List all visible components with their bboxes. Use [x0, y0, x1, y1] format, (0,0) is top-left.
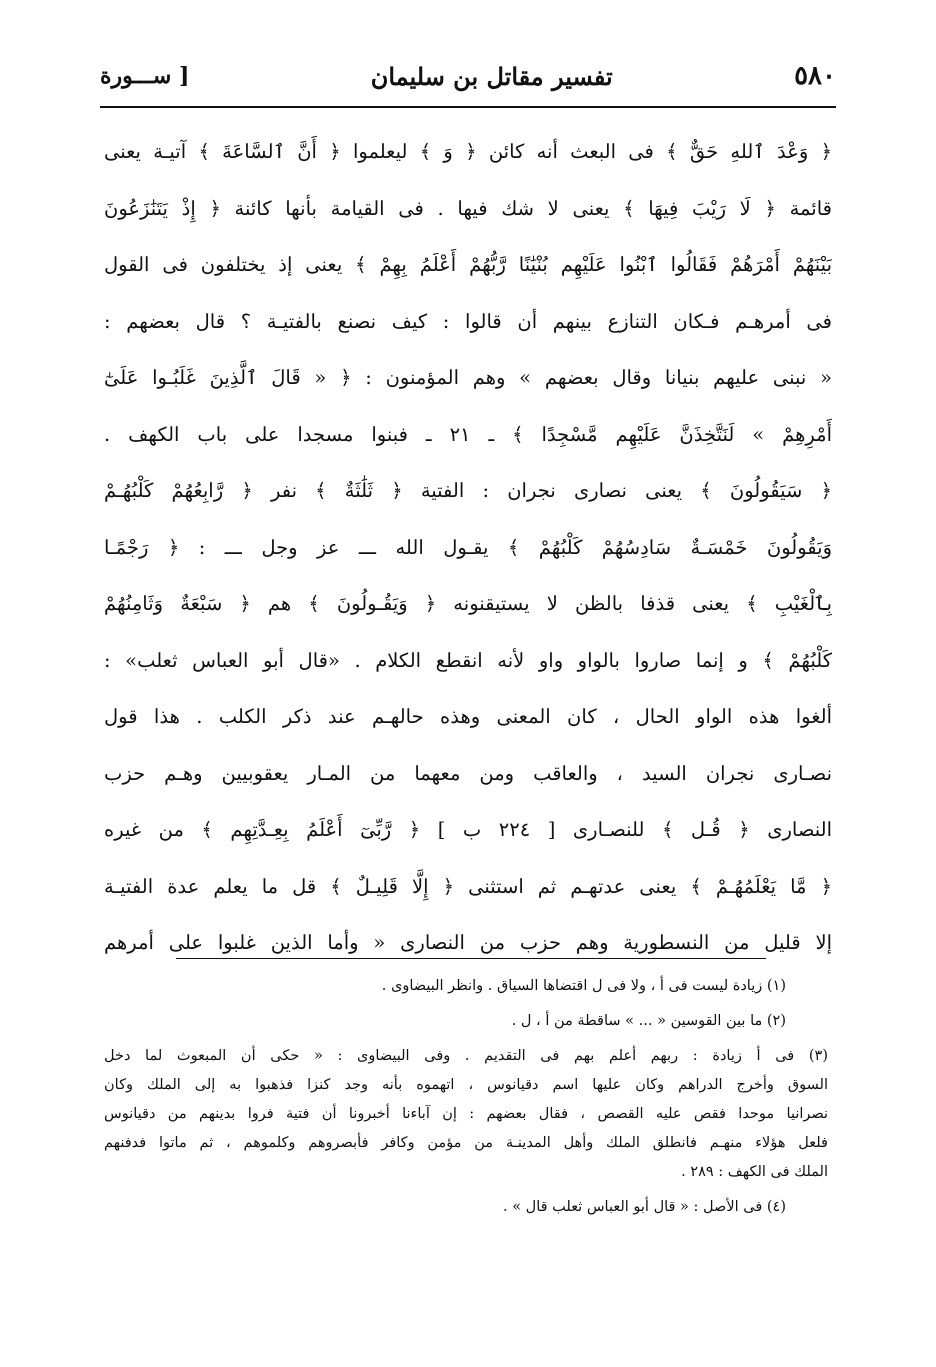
running-title: تفسير مقاتل بن سليمان [370, 61, 613, 91]
text-line: فى أمرهـم فـكان التنازع بينهم أن قالوا : كيف نصنع بالفتيـة ؟ قال بعضهم : [104, 309, 832, 333]
text-line: قائمة ﴿ لَا رَيْبَ فِيهَا ﴾ يعنى لا شك فيها . فى القيامة بأنها كائنة ﴿ إِذْ يَتَنَٰزَعُونَ [104, 196, 832, 220]
text-line: إلا قليل من النسطورية وهم حزب من النصارى « وأما الذين غلبوا على أمرهم [104, 931, 832, 954]
footnote-3-line: فلعل هؤلاء منهـم فانطلق الملك وأهل المدينـة من مؤمن وكافر فأبصروهم وكلموهم ، ثم ماتوا فدفنهم [104, 1135, 828, 1151]
page-header [100, 52, 836, 100]
header-divider [100, 106, 836, 108]
footnote-3-line: الملك فى الكهف : ٢٨٩ . [681, 1164, 828, 1180]
footnote-3-line: (٣) فى أ زيادة : ربهم أعلم بهم فى التقديم . وفى البيضاوى : « حكى أن المبعوث لما دخل [104, 1048, 828, 1064]
footnote-2: (٢) ما بين القوسين « ... » ساقطة من أ ، ل . [511, 1013, 786, 1029]
footnote-3-line: السوق وأخرج الدراهم وكان عليها اسم دقيانوس ، اتهموه بأنه وجد كنزا فذهبوا به إلى الملك وكان [104, 1077, 828, 1093]
surah-label: [ ســـورة [100, 63, 190, 89]
text-line: أَمْرِهِمْ » لَنَتَّخِذَنَّ عَلَيْهِم مَّسْجِدًا ﴾ ـ ٢١ ـ فبنوا مسجدا على باب الكهف . [104, 422, 832, 446]
footnote-1: (١) زيادة ليست فى أ ، ولا فى ل اقتضاها السياق . وانظر البيضاوى . [381, 978, 786, 994]
text-line: كَلْبُهُمْ ﴾ و إنما صاروا بالواو واو لأنه انقطع الكلام . «قال أبو العباس ثعلب» : [104, 648, 832, 672]
text-line: وَيَقُولُونَ خَمْسَـةٌ سَادِسُهُمْ كَلْبُهُمْ ﴾ يقـول الله ـــ عز وجل ـــ : ﴿ رَجْمًـا [104, 535, 832, 559]
text-line: ألغوا هذه الواو الحال ، كان المعنى وهذه حالهـم عند ذكر الكلب . هذا قول [104, 705, 832, 728]
main-text [104, 124, 832, 972]
footnote-4: (٤) فى الأصل : « قال أبو العباس ثعلب قال » . [502, 1199, 786, 1215]
footnotes [104, 972, 828, 1228]
text-line: ﴿ وَعْدَ ٱللهِ حَقٌّ ﴾ فى البعث أنه كائن ﴿ وَ ﴾ ليعلموا ﴿ أَنَّ ٱلسَّاعَةَ ﴾ آتيـة يعنى [104, 140, 832, 163]
footnote-divider [176, 958, 766, 959]
text-line: ﴿ مَّا يَعْلَمُهُـمْ ﴾ يعنى عدتهـم ثم استثنى ﴿ إِلَّا قَلِيـلٌ ﴾ قل ما يعلم عدة الفتيـة [104, 874, 832, 898]
footnote-3-line: نصرانيا موحدا فقص عليه القصص ، فقال بعضهم : إن آباءنا أخبرونا أن فتية فروا بدينهم من دقيانوس [104, 1106, 828, 1122]
text-line: النصارى ﴿ قُـل ﴾ للنصـارى [ ٢٢٤ ب ] ﴿ رَّبِّىٓ أَعْلَمُ بِعِـدَّتِهِم ﴾ من غيره [104, 818, 832, 841]
footnote-3 [104, 1042, 828, 1187]
text-line: ﴿ سَيَقُولُونَ ﴾ يعنى نصارى نجران : الفتية ﴿ ثَلَٰثَةٌ ﴾ نفر ﴿ رَّابِعُهُمْ كَلْبُهُـمْ [104, 479, 832, 502]
text-line: « نبنى عليهم بنيانا وقال بعضهم » وهم المؤمنون : ﴿ « قَالَ ٱلَّذِينَ غَلَبُـوا عَلَىٰٓ [104, 366, 832, 389]
text-line: بَيْنَهُمْ أَمْرَهُمْ فَقَالُوا ٱبْنُوا عَلَيْهِم بُنْيَٰنًا رَّبُّهُمْ أَعْلَمُ بِهِمْ ﴾ يعنى إذ يختلفون فى القول [104, 253, 832, 276]
text-line: بِٱلْغَيْبِ ﴾ يعنى قذفا بالظن لا يستيقنونه ﴿ وَيَقُـولُونَ ﴾ هم ﴿ سَبْعَةٌ وَثَامِنُهُمْ [104, 592, 832, 615]
page-number: ٥٨٠ [794, 61, 836, 91]
text-line: نصـارى نجران السيد ، والعاقب ومن معهما من المـار يعقوبيين وهـم حزب [104, 761, 832, 785]
